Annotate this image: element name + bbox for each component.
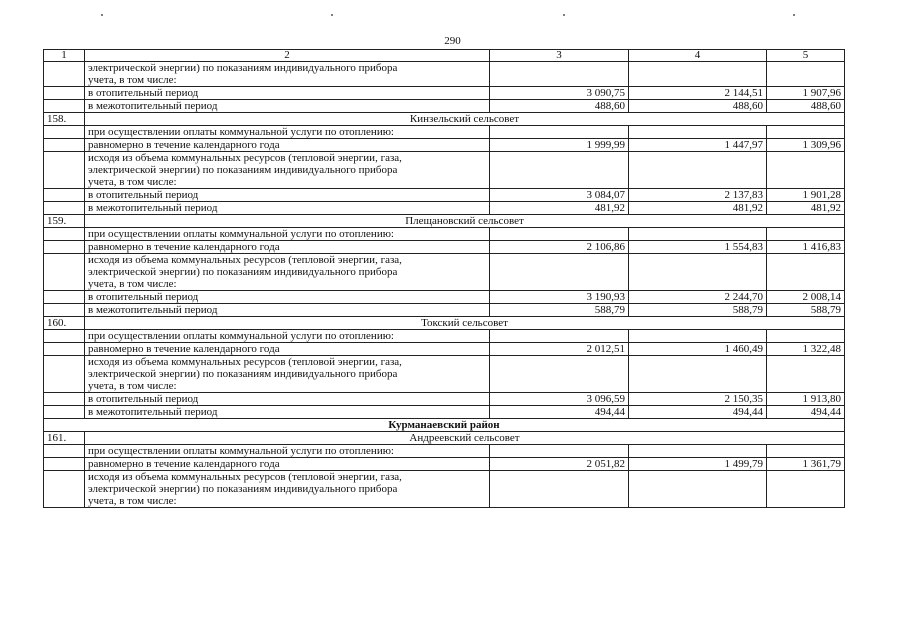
value-col4: 1 499,79 <box>629 458 767 471</box>
description-cell <box>85 62 490 87</box>
description-line: исходя из объема коммунальных ресурсов (тепловой энергии, газа, <box>88 356 402 368</box>
row-number-cell <box>44 202 85 215</box>
value-row <box>44 87 845 100</box>
value-col5: 481,92 <box>767 202 845 215</box>
row-label: равномерно в течение календарного года <box>85 139 490 152</box>
value-row <box>44 241 845 254</box>
value-row <box>44 304 845 317</box>
value-cell <box>767 126 845 139</box>
row-number-cell <box>44 62 85 87</box>
value-col3: 1 999,99 <box>490 139 629 152</box>
value-col4: 1 460,49 <box>629 343 767 356</box>
value-col4: 481,92 <box>629 202 767 215</box>
value-cell <box>490 62 629 87</box>
value-col5: 2 008,14 <box>767 291 845 304</box>
row-number-cell <box>44 254 85 291</box>
description-line: при осуществлении оплаты коммунальной услуги по отоплению: <box>88 445 394 457</box>
row-number-cell <box>44 356 85 393</box>
row-label: равномерно в течение календарного года <box>85 458 490 471</box>
value-col3: 488,60 <box>490 100 629 113</box>
description-line: электрической энергии) по показаниям индивидуального прибора <box>88 62 398 74</box>
row-label: в отопительный период <box>85 393 490 406</box>
row-label: в межотопительный период <box>85 406 490 419</box>
value-cell <box>767 152 845 189</box>
tariff-table <box>43 49 845 508</box>
row-number-cell <box>44 241 85 254</box>
description-line: при осуществлении оплаты коммунальной услуги по отоплению: <box>88 126 394 138</box>
column-number: 1 <box>44 50 85 62</box>
value-cell <box>490 228 629 241</box>
description-row <box>44 152 845 189</box>
value-row <box>44 189 845 202</box>
section-row <box>44 432 845 445</box>
row-number-cell <box>44 100 85 113</box>
description-line: электрической энергии) по показаниям индивидуального прибора <box>88 368 398 380</box>
value-cell <box>490 356 629 393</box>
row-number-cell <box>44 458 85 471</box>
district-row <box>44 419 845 432</box>
value-col4: 1 554,83 <box>629 241 767 254</box>
row-number-cell <box>44 189 85 202</box>
description-line: учета, в том числе: <box>88 495 177 507</box>
value-row <box>44 100 845 113</box>
district-title: Курманаевский район <box>44 419 845 432</box>
value-row <box>44 458 845 471</box>
description-line: учета, в том числе: <box>88 74 177 86</box>
value-col3: 2 051,82 <box>490 458 629 471</box>
column-number: 3 <box>490 50 629 62</box>
description-line: при осуществлении оплаты коммунальной услуги по отоплению: <box>88 330 394 342</box>
value-cell <box>490 152 629 189</box>
description-cell <box>85 126 490 139</box>
value-cell <box>629 445 767 458</box>
row-number-cell <box>44 330 85 343</box>
description-row <box>44 254 845 291</box>
tariff-table-body <box>44 50 845 508</box>
value-col5: 1 416,83 <box>767 241 845 254</box>
row-label: в межотопительный период <box>85 304 490 317</box>
description-line: учета, в том числе: <box>88 278 177 290</box>
value-cell <box>767 445 845 458</box>
row-label: в межотопительный период <box>85 202 490 215</box>
scan-artifact-dots <box>0 14 905 20</box>
row-number-cell <box>44 228 85 241</box>
value-cell <box>490 445 629 458</box>
value-col3: 481,92 <box>490 202 629 215</box>
value-col3: 3 090,75 <box>490 87 629 100</box>
description-line: исходя из объема коммунальных ресурсов (тепловой энергии, газа, <box>88 254 402 266</box>
value-cell <box>767 356 845 393</box>
value-row <box>44 139 845 152</box>
description-line: учета, в том числе: <box>88 380 177 392</box>
row-number-cell <box>44 126 85 139</box>
description-line: учета, в том числе: <box>88 176 177 188</box>
description-cell <box>85 330 490 343</box>
value-cell <box>629 62 767 87</box>
value-row <box>44 343 845 356</box>
value-cell <box>629 356 767 393</box>
description-cell <box>85 445 490 458</box>
column-number: 2 <box>85 50 490 62</box>
section-number: 158. <box>44 113 85 126</box>
section-number: 161. <box>44 432 85 445</box>
value-cell <box>629 126 767 139</box>
row-number-cell <box>44 445 85 458</box>
value-col3: 2 012,51 <box>490 343 629 356</box>
value-col4: 488,60 <box>629 100 767 113</box>
description-row <box>44 356 845 393</box>
value-col3: 2 106,86 <box>490 241 629 254</box>
value-cell <box>490 471 629 508</box>
value-row <box>44 393 845 406</box>
row-label: равномерно в течение календарного года <box>85 241 490 254</box>
section-row <box>44 317 845 330</box>
row-number-cell <box>44 152 85 189</box>
description-row <box>44 445 845 458</box>
value-cell <box>767 471 845 508</box>
value-cell <box>629 254 767 291</box>
value-col3: 3 096,59 <box>490 393 629 406</box>
value-cell <box>490 126 629 139</box>
value-col4: 2 244,70 <box>629 291 767 304</box>
value-col3: 588,79 <box>490 304 629 317</box>
value-col5: 1 361,79 <box>767 458 845 471</box>
description-row <box>44 471 845 508</box>
description-row <box>44 228 845 241</box>
row-number-cell <box>44 471 85 508</box>
value-cell <box>490 330 629 343</box>
value-row <box>44 406 845 419</box>
value-cell <box>629 330 767 343</box>
row-label: равномерно в течение календарного года <box>85 343 490 356</box>
section-title: Плещановский сельсовет <box>85 215 845 228</box>
value-cell <box>629 471 767 508</box>
value-col5: 1 901,28 <box>767 189 845 202</box>
section-title: Токский сельсовет <box>85 317 845 330</box>
value-col4: 1 447,97 <box>629 139 767 152</box>
value-col5: 494,44 <box>767 406 845 419</box>
column-number: 4 <box>629 50 767 62</box>
value-col5: 588,79 <box>767 304 845 317</box>
value-row <box>44 291 845 304</box>
value-col4: 2 137,83 <box>629 189 767 202</box>
row-label: в отопительный период <box>85 87 490 100</box>
value-col4: 2 150,35 <box>629 393 767 406</box>
description-cell <box>85 228 490 241</box>
value-col5: 1 322,48 <box>767 343 845 356</box>
section-row <box>44 113 845 126</box>
row-label: в отопительный период <box>85 291 490 304</box>
description-line: при осуществлении оплаты коммунальной услуги по отоплению: <box>88 228 394 240</box>
description-cell <box>85 471 490 508</box>
description-cell <box>85 254 490 291</box>
value-col3: 3 084,07 <box>490 189 629 202</box>
value-col5: 488,60 <box>767 100 845 113</box>
description-line: электрической энергии) по показаниям индивидуального прибора <box>88 164 398 176</box>
value-col5: 1 907,96 <box>767 87 845 100</box>
column-number-row <box>44 50 845 62</box>
description-line: исходя из объема коммунальных ресурсов (тепловой энергии, газа, <box>88 152 402 164</box>
row-number-cell <box>44 87 85 100</box>
value-cell <box>767 330 845 343</box>
description-row <box>44 62 845 87</box>
value-row <box>44 202 845 215</box>
section-title: Кинзельский сельсовет <box>85 113 845 126</box>
value-cell <box>629 228 767 241</box>
value-col4: 494,44 <box>629 406 767 419</box>
value-cell <box>767 228 845 241</box>
value-col3: 494,44 <box>490 406 629 419</box>
value-cell <box>767 254 845 291</box>
value-col4: 2 144,51 <box>629 87 767 100</box>
value-col4: 588,79 <box>629 304 767 317</box>
row-number-cell <box>44 406 85 419</box>
row-label: в межотопительный период <box>85 100 490 113</box>
description-row <box>44 330 845 343</box>
description-line: исходя из объема коммунальных ресурсов (тепловой энергии, газа, <box>88 471 402 483</box>
page-number: 290 <box>444 35 461 47</box>
section-row <box>44 215 845 228</box>
section-number: 159. <box>44 215 85 228</box>
row-label: в отопительный период <box>85 189 490 202</box>
value-cell <box>629 152 767 189</box>
value-cell <box>767 62 845 87</box>
row-number-cell <box>44 291 85 304</box>
description-row <box>44 126 845 139</box>
row-number-cell <box>44 304 85 317</box>
row-number-cell <box>44 393 85 406</box>
value-col5: 1 913,80 <box>767 393 845 406</box>
value-cell <box>490 254 629 291</box>
row-number-cell <box>44 343 85 356</box>
description-line: электрической энергии) по показаниям индивидуального прибора <box>88 266 398 278</box>
value-col5: 1 309,96 <box>767 139 845 152</box>
description-cell <box>85 356 490 393</box>
row-number-cell <box>44 139 85 152</box>
section-number: 160. <box>44 317 85 330</box>
value-col3: 3 190,93 <box>490 291 629 304</box>
description-line: электрической энергии) по показаниям индивидуального прибора <box>88 483 398 495</box>
column-number: 5 <box>767 50 845 62</box>
section-title: Андреевский сельсовет <box>85 432 845 445</box>
description-cell <box>85 152 490 189</box>
